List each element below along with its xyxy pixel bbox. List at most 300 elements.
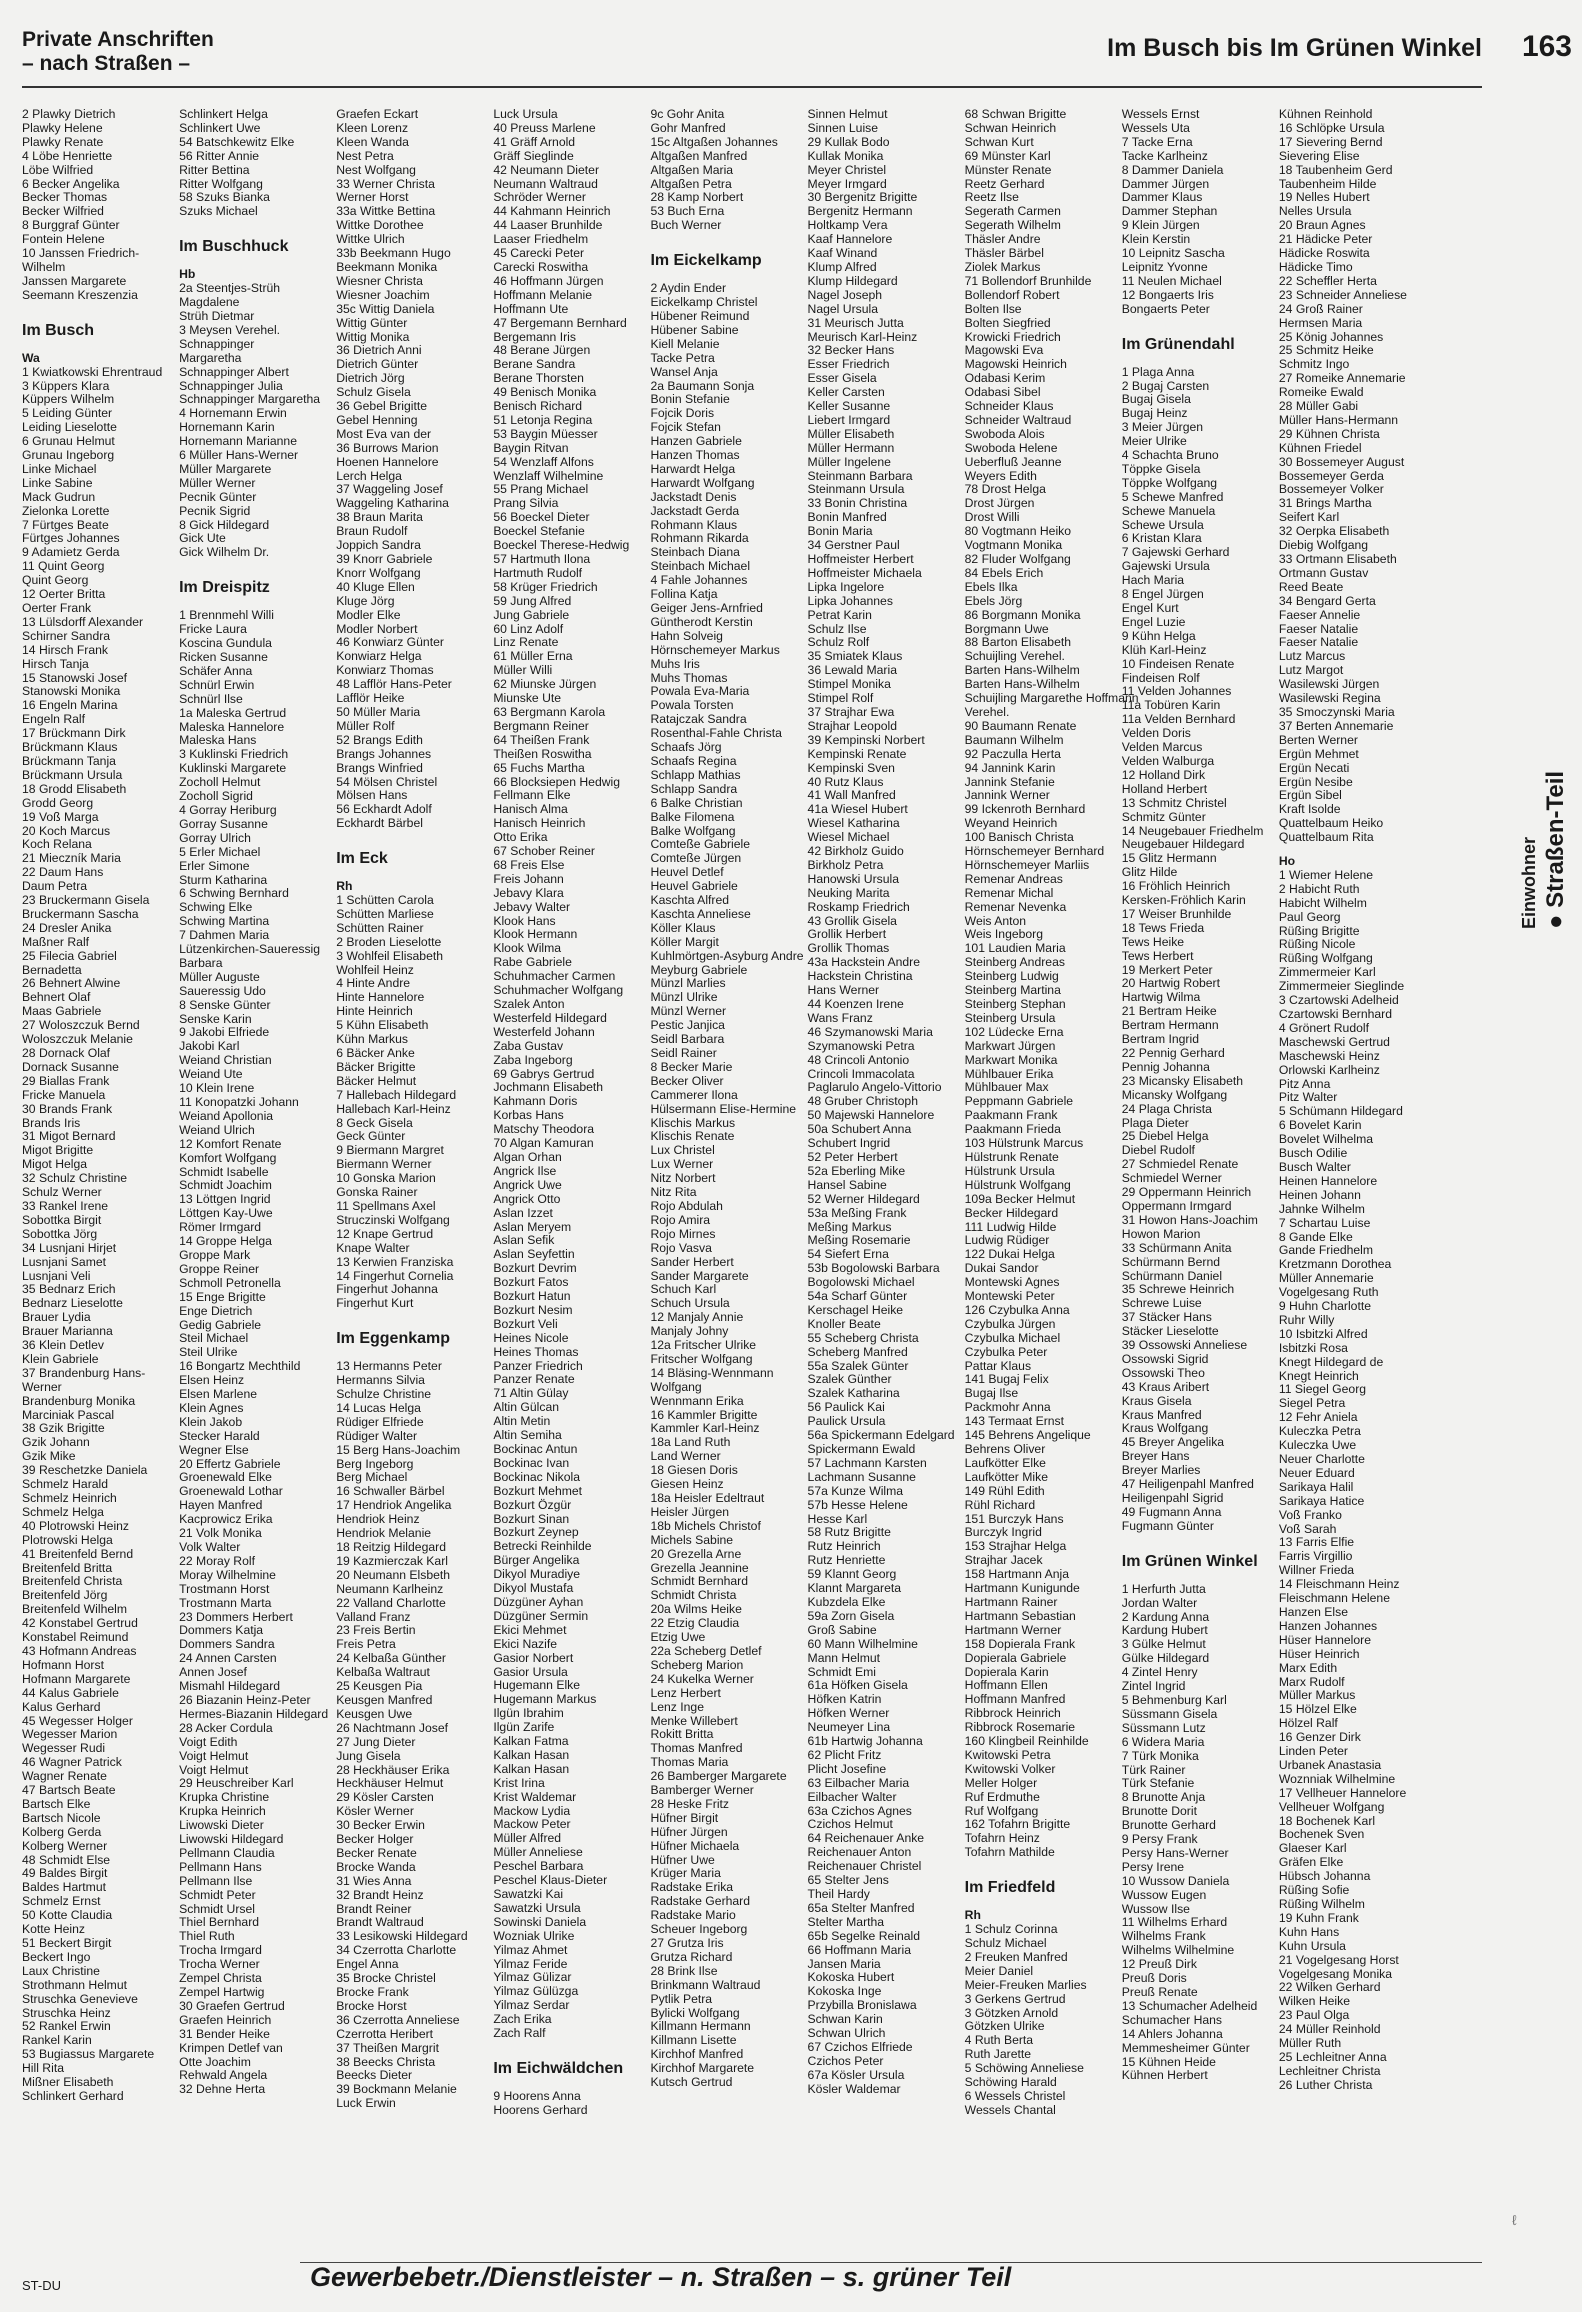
resident-entry: Gorray Susanne [179, 816, 268, 831]
resident-entry: Wilhelms Frank [1121, 1929, 1206, 1944]
resident-entry: Gonska Rainer [336, 1185, 418, 1200]
resident-entry: Kalkan Hasan [493, 1747, 570, 1762]
resident-entry: Rokitt Britta [650, 1727, 714, 1742]
resident-entry: Luck Ursula [493, 107, 558, 121]
resident-entry: 9 Biermann Margret [336, 1143, 444, 1158]
resident-entry: Kokoska Inge [807, 1984, 882, 1999]
resident-entry: 29 Biallas Frank [22, 1073, 110, 1088]
resident-entry: Mißner Elisabeth [22, 2075, 114, 2090]
resident-entry: 44 Koenzen Irene [807, 997, 904, 1011]
resident-entry: Thomas Maria [650, 1755, 729, 1770]
resident-entry: Wessels Chantal [964, 2102, 1056, 2117]
resident-entry: 24 Plaga Christa [1121, 1101, 1212, 1116]
resident-entry: 15 Hölzel Elke [1278, 1702, 1357, 1717]
resident-entry: 33 Ortmann Elisabeth [1278, 552, 1397, 566]
resident-entry: 35 Smiatek Klaus [807, 649, 903, 664]
resident-entry: Hartmann Werner [964, 1622, 1062, 1637]
resident-entry: Breyer Marlies [1121, 1463, 1201, 1478]
resident-entry: Linke Sabine [22, 475, 93, 490]
resident-entry: Ebels Ilka [964, 579, 1018, 594]
resident-entry: Rohmann Klaus [650, 517, 738, 532]
resident-entry: 57 Hartmuth Ilona [493, 552, 591, 566]
resident-entry: Wohlfeil Heinz [336, 962, 414, 977]
resident-entry: Schwing Elke [179, 900, 253, 915]
resident-entry: Rojo Amira [650, 1212, 711, 1227]
resident-entry: Faeser Annelie [1278, 607, 1361, 622]
resident-entry: 18a Heisler Edeltraut [650, 1491, 765, 1505]
resident-entry: 19 Voß Marga [22, 809, 99, 824]
resident-entry: 16 Kammler Brigitte [650, 1407, 758, 1422]
resident-entry: 54 Siefert Erna [807, 1247, 889, 1262]
resident-entry: Schmitz Günter [1121, 809, 1206, 824]
resident-entry: 8 Becker Marie [650, 1059, 733, 1074]
resident-entry: Kraft Isolde [1278, 802, 1341, 817]
resident-entry: Wiesel Michael [807, 830, 890, 845]
resident-entry: Ziolek Markus [964, 259, 1041, 274]
resident-entry: Esser Gisela [807, 371, 877, 386]
resident-entry: Hülstrunk Ursula [964, 1163, 1055, 1178]
resident-entry: Schuhmacher Wolfgang [493, 983, 624, 998]
resident-entry: Bartsch Elke [22, 1796, 91, 1811]
resident-entry: Theil Hardy [807, 1887, 870, 1901]
resident-entry: 45 Carecki Peter [493, 246, 585, 261]
resident-entry: Hörnschemeyer Marliis [964, 857, 1090, 872]
resident-entry: Ilgün Zarife [493, 1720, 555, 1735]
resident-entry: 12 Preuß Dirk [1121, 1957, 1197, 1972]
resident-entry: Kokoska Hubert [807, 1970, 895, 1985]
resident-entry: 15 Kühnen Heide [1121, 2054, 1216, 2069]
resident-entry: 36 Lewald Maria [807, 663, 897, 678]
resident-entry: Mackow Lydia [493, 1803, 571, 1818]
resident-entry: Schütten Marliese [336, 906, 434, 921]
resident-entry: 6 Schwing Bernhard [179, 886, 289, 901]
resident-entry: Türk Rainer [1121, 1762, 1186, 1777]
resident-entry: Wansel Anja [650, 364, 718, 379]
street-heading: Im Eickelkamp [650, 252, 762, 270]
resident-entry: 47 Heiligenpahl Manfred [1121, 1477, 1254, 1492]
resident-entry: Rüdiger Elfriede [336, 1414, 424, 1429]
resident-entry: Sander Herbert [650, 1254, 734, 1269]
resident-entry: 32 Schulz Christine [22, 1171, 127, 1186]
resident-entry: 15 Glitz Hermann [1121, 851, 1217, 866]
resident-entry: Ritter Bettina [179, 162, 250, 177]
resident-entry: Brands Iris [22, 1115, 81, 1130]
resident-entry: Szalek Anton [493, 997, 565, 1011]
resident-entry: 18 Giesen Doris [650, 1463, 738, 1478]
resident-entry: Scheberg Marion [650, 1657, 744, 1672]
resident-entry: 8 Burggraf Günter [22, 218, 120, 233]
resident-entry: Lutz Margot [1278, 663, 1344, 678]
resident-entry: Brückmann Klaus [22, 740, 118, 755]
resident-entry: Strüh Dietmar [179, 308, 255, 323]
resident-entry: Ruf Wolfgang [964, 1803, 1039, 1818]
resident-entry: 33 Bonin Christina [807, 496, 908, 511]
resident-entry: Harwardt Wolfgang [650, 475, 755, 490]
resident-entry: Radstake Erika [650, 1880, 734, 1895]
resident-entry: Schubert Ingrid [807, 1136, 891, 1151]
resident-entry: Jakobi Karl [179, 1039, 240, 1054]
resident-entry: Beckert Ingo [22, 1949, 91, 1964]
resident-entry: 36 Burrows Marion [336, 440, 439, 455]
resident-entry: Becker Holger [336, 1832, 414, 1847]
resident-entry: Waggeling Katharina [336, 496, 449, 511]
resident-entry: Sarikaya Hatice [1278, 1493, 1365, 1508]
resident-entry: 1 Schütten Carola [336, 893, 434, 908]
resident-entry: Schmitz Ingo [1278, 357, 1350, 372]
resident-entry: 49 Baldes Birgit [22, 1866, 108, 1881]
resident-entry: Hoffmeister Michaela [807, 565, 922, 580]
resident-entry: Schaafs Jörg [650, 740, 722, 755]
directory-column [22, 108, 165, 2248]
resident-entry: 9 Klein Jürgen [1121, 218, 1200, 233]
resident-entry: Mackow Peter [493, 1817, 571, 1832]
resident-entry: 14 Fingerhut Cornelia [336, 1268, 454, 1283]
resident-entry: Schulz Rolf [807, 635, 870, 650]
resident-entry: Groenewald Elke [179, 1470, 272, 1485]
resident-entry: Weiand Apollonia [179, 1108, 274, 1123]
resident-entry: Jansen Maria [807, 1956, 881, 1971]
resident-entry: Angrick Otto [493, 1191, 561, 1206]
resident-entry: 28 Dornack Olaf [22, 1046, 111, 1060]
resident-entry: 22 Etzig Claudia [650, 1616, 740, 1631]
resident-entry: 27 Woloszczuk Bernd [22, 1018, 140, 1033]
resident-entry: Tews Herbert [1121, 948, 1194, 963]
resident-entry: Segerath Carmen [964, 204, 1061, 219]
resident-entry: Hendriok Melanie [336, 1526, 432, 1541]
resident-entry: 53b Bogolowski Barbara [807, 1261, 940, 1276]
resident-entry: 2a Baumann Sonja [650, 378, 755, 393]
resident-entry: Rüßing Wolfgang [1278, 951, 1373, 966]
resident-entry: Bockinac Nikola [493, 1469, 581, 1484]
resident-entry: Hartmann Kunigunde [964, 1581, 1080, 1596]
resident-entry: Grutza Richard [650, 1949, 733, 1964]
resident-entry: 15 Stanowski Josef [22, 670, 128, 685]
resident-entry: Grollik Thomas [807, 941, 890, 956]
resident-entry: 10 Wussow Daniela [1121, 1873, 1230, 1888]
resident-entry: Mühlbauer Erika [964, 1066, 1054, 1081]
resident-entry: 24 Müller Reinhold [1278, 2022, 1381, 2037]
resident-entry: 19 Kuhn Frank [1278, 1910, 1359, 1925]
resident-entry: Brandt Waltraud [336, 1915, 424, 1930]
resident-entry: 2 Broden Lieselotte [336, 934, 442, 949]
resident-entry: 3 Kuklinski Friedrich [179, 747, 289, 762]
resident-entry: Paglarulo Angelo-Vittorio [807, 1080, 942, 1095]
resident-entry: 23 Schneider Anneliese [1278, 287, 1407, 302]
resident-entry: Gzik Johann [22, 1435, 90, 1450]
resident-entry: Holland Herbert [1121, 781, 1208, 796]
resident-entry: 18 Bochenek Karl [1278, 1813, 1376, 1828]
resident-entry: Freis Petra [336, 1637, 396, 1652]
resident-entry: Maleska Hans [179, 733, 257, 748]
resident-entry: Becker Hildegard [964, 1205, 1059, 1220]
resident-entry: Engel Kurt [1121, 601, 1179, 615]
resident-entry: Fingerhut Kurt [336, 1296, 414, 1311]
resident-entry: 6 Müller Hans-Werner [179, 448, 299, 463]
resident-entry: Kolberg Werner [22, 1838, 108, 1853]
resident-entry: Bozkurt Veli [493, 1316, 558, 1331]
resident-entry: Baldes Hartmut [22, 1880, 106, 1895]
street-heading: Im Dreispitz [179, 579, 270, 597]
resident-entry: Hesse Karl [807, 1511, 868, 1526]
resident-entry: Engeln Ralf [22, 712, 86, 727]
resident-entry: Yilmaz Serdar [493, 1998, 570, 2013]
resident-entry: Seemann Kreszenzia [22, 287, 138, 302]
directory-column [807, 107, 955, 2248]
resident-entry: Angrick Ilse [493, 1163, 557, 1178]
resident-entry: Heines Nicole [493, 1330, 569, 1345]
resident-entry: Balke Filomena [650, 809, 735, 824]
resident-entry: 20 Neumann Elsbeth [336, 1567, 451, 1582]
resident-entry: Tofahrn Mathilde [964, 1845, 1055, 1860]
resident-entry: Bergemann Iris [493, 329, 576, 344]
resident-entry: Nagel Joseph [807, 287, 883, 302]
resident-entry: 21 Hädicke Peter [1278, 232, 1373, 247]
resident-entry: 29 Heuschreiber Karl [179, 1776, 294, 1791]
resident-entry: 13 Schmitz Christel [1121, 795, 1227, 810]
resident-entry: 8 Engel Jürgen [1121, 587, 1204, 602]
resident-entry: Steinberg Ludwig [964, 969, 1059, 984]
resident-entry: Marciniak Pascal [22, 1407, 115, 1422]
resident-entry: Drost Willi [964, 510, 1020, 525]
directory-column [1279, 108, 1422, 2248]
resident-entry: Nelles Ursula [1278, 204, 1352, 219]
resident-entry: Bozkurt Fatos [493, 1275, 569, 1290]
resident-entry: 32 Becker Hans [807, 343, 895, 358]
resident-entry: Breyer Hans [1121, 1449, 1190, 1464]
resident-entry: Bernadetta [22, 962, 82, 977]
resident-entry: Becker Oliver [650, 1073, 724, 1088]
resident-entry: Wasilewski Regina [1278, 691, 1381, 706]
resident-entry: Reetz Ilse [964, 190, 1019, 205]
resident-entry: Ergün Mehmet [1278, 746, 1359, 761]
resident-entry: Bogolowski Michael [807, 1275, 915, 1290]
resident-entry: Klannt Margareta [807, 1581, 902, 1596]
resident-entry: 71 Bollendorf Brunhilde [964, 273, 1092, 288]
resident-entry: Woloszczuk Melanie [22, 1032, 133, 1047]
resident-entry: Kalkan Hasan [493, 1761, 570, 1776]
resident-entry: Hanzen Johannes [1278, 1618, 1378, 1633]
resident-entry: 162 Tofahrn Brigitte [964, 1817, 1071, 1832]
resident-entry: Hirsch Tanja [22, 656, 89, 671]
resident-entry: Dommers Sandra [179, 1637, 275, 1652]
resident-entry: Hermanns Silvia [336, 1373, 425, 1388]
resident-entry: 27 Grutza Iris [650, 1936, 724, 1950]
resident-entry: Lenz Inge [650, 1699, 704, 1714]
resident-entry: Hach Maria [1121, 573, 1185, 588]
resident-entry: Brunotte Dorit [1121, 1804, 1197, 1819]
resident-entry: Fellmann Elke [493, 788, 571, 803]
resident-entry: Engel Luzie [1121, 614, 1186, 629]
resident-entry: Keusgen Manfred [336, 1692, 433, 1707]
resident-entry: Konwiarz Thomas [336, 663, 434, 678]
resident-entry: 27 Jung Dieter [336, 1734, 416, 1749]
resident-entry: Steinberg Ursula [964, 1010, 1056, 1025]
resident-entry: Schnappinger Julia [179, 378, 283, 393]
resident-entry: Vogelgesang Monika [1278, 1966, 1393, 1981]
resident-entry: Eickelkamp Christel [650, 295, 758, 310]
resident-entry: 14 Neugebauer Friedhelm [1121, 823, 1264, 838]
resident-entry: Hinte Heinrich [336, 1004, 413, 1019]
resident-entry: 42 Konstabel Gertrud [22, 1616, 138, 1631]
resident-entry: Dopierala Karin [964, 1664, 1049, 1679]
resident-entry: Mann Helmut [807, 1650, 881, 1665]
resident-entry: 141 Bugaj Felix [964, 1372, 1049, 1387]
resident-entry: Brocke Frank [336, 1985, 409, 1999]
resident-entry: Geck Günter [336, 1129, 406, 1144]
resident-entry: 56 Eckhardt Adolf [336, 802, 432, 817]
resident-entry: 22a Scheberg Detlef [650, 1643, 762, 1658]
resident-entry: Kraus Manfred [1121, 1407, 1202, 1422]
resident-entry: Barten Hans-Wilhelm [964, 663, 1080, 678]
resident-entry: 24 Annen Carsten [179, 1651, 277, 1666]
resident-entry: Oppermann Irmgard [1121, 1198, 1232, 1213]
resident-entry: Lechleitner Christa [1278, 2063, 1381, 2078]
resident-entry: 32 Dehne Herta [179, 2082, 266, 2097]
resident-entry: Müller Elisabeth [807, 426, 895, 441]
resident-entry: Glitz Hilde [1121, 865, 1178, 880]
resident-entry: 56 Boeckel Dieter [493, 510, 590, 525]
resident-entry: Klump Alfred [807, 259, 877, 274]
resident-entry: 63 Eilbacher Maria [807, 1775, 910, 1790]
resident-entry: Linden Peter [1278, 1744, 1348, 1759]
resident-entry: Kuhn Hans [1278, 1924, 1340, 1939]
resident-entry: 36 Czerrotta Anneliese [336, 2012, 460, 2027]
resident-entry: 4 Grönert Rudolf [1278, 1020, 1369, 1035]
resident-entry: Czichos Peter [807, 2053, 884, 2068]
resident-entry: 14 Lucas Helga [336, 1400, 421, 1415]
resident-entry: Eilbacher Walter [807, 1789, 897, 1804]
resident-entry: Hübener Sabine [650, 322, 739, 337]
resident-entry: Wussow Ilse [1121, 1901, 1190, 1916]
resident-entry: 35c Wittig Daniela [336, 301, 435, 316]
resident-entry: 80 Vogtmann Heiko [964, 524, 1072, 539]
resident-entry: Heines Thomas [493, 1344, 579, 1359]
resident-entry: Hübsch Johanna [1278, 1869, 1371, 1884]
resident-entry: 67 Czichos Elfriede [807, 2039, 913, 2054]
resident-entry: Erler Simone [179, 858, 250, 873]
resident-entry: Muhs Iris [650, 656, 700, 671]
resident-entry: Ratajczak Sandra [650, 712, 747, 727]
resident-entry: Stimpel Monika [807, 677, 891, 692]
resident-entry: Schuch Karl [650, 1282, 717, 1297]
resident-entry: 29 Oppermann Heinrich [1121, 1185, 1252, 1200]
page-number: 163 [1521, 30, 1572, 63]
resident-entry: Pitz Walter [1278, 1090, 1338, 1105]
resident-entry: Kahmann Doris [493, 1094, 578, 1109]
resident-entry: 26 Nachtmann Josef [336, 1720, 449, 1735]
street-heading: Im Buschhuck [179, 238, 289, 256]
resident-entry: 17 Brückmann Dirk [22, 726, 126, 741]
resident-entry: 61 Müller Erna [493, 649, 573, 664]
resident-entry: Neuking Marita [807, 885, 890, 900]
resident-entry: Schirner Sandra [22, 628, 111, 643]
resident-entry: Plaga Dieter [1121, 1115, 1189, 1130]
resident-entry: Schulz Ilse [807, 621, 867, 636]
resident-entry: 30 Bergenitz Brigitte [807, 190, 918, 205]
resident-entry: Ossowski Sigrid [1121, 1351, 1209, 1366]
resident-entry: Powala Torsten [650, 698, 734, 713]
resident-entry: Fricke Laura [179, 622, 247, 637]
resident-entry: Yilmaz Gülizar [493, 1970, 572, 1985]
resident-entry: Zaba Ingeborg [493, 1052, 573, 1067]
resident-entry: Zach Erika [493, 2012, 552, 2027]
resident-entry: Klein Kerstin [1121, 232, 1191, 247]
resident-entry: Hoffmann Melanie [493, 287, 593, 302]
resident-entry: 48 Berane Jürgen [493, 343, 591, 358]
resident-entry: 44 Kalus Gabriele [22, 1685, 119, 1700]
resident-entry: 66 Hoffmann Maria [807, 1942, 911, 1957]
resident-entry: Elsen Marlene [179, 1387, 258, 1402]
resident-entry: Breitenfeld Britta [22, 1560, 113, 1575]
resident-entry: 40 Plotrowski Heinz [22, 1518, 130, 1533]
resident-entry: 18a Land Ruth [650, 1435, 731, 1450]
resident-entry: Weiand Ulrich [179, 1122, 255, 1137]
resident-entry: 44 Laaser Brunhilde [493, 218, 603, 233]
resident-entry: 10 Leipnitz Sascha [1121, 246, 1225, 261]
resident-entry: Götzken Ulrike [964, 2019, 1045, 2034]
resident-entry: Radstake Mario [650, 1908, 736, 1923]
resident-entry: Römer Irmgard [179, 1220, 262, 1235]
resident-entry: Ribbrock Heinrich [964, 1706, 1061, 1721]
resident-entry: Angrick Uwe [493, 1177, 562, 1192]
resident-entry: Becker Wilfried [22, 204, 104, 219]
resident-entry: Luck Erwin [336, 2096, 396, 2111]
resident-entry: Preuß Doris [1121, 1971, 1187, 1986]
resident-entry: Türk Stefanie [1121, 1776, 1195, 1791]
side-label-top: Einwohner [1519, 837, 1539, 930]
resident-entry: 86 Borgmann Monika [964, 607, 1081, 622]
resident-entry: 20 Koch Marcus [22, 823, 111, 838]
resident-entry: Knegt Hildegard de [1278, 1354, 1384, 1369]
resident-entry: Wenzlaff Wilhelmine [493, 468, 604, 483]
resident-entry: 35 Bednarz Erich [22, 1282, 116, 1297]
resident-entry: 48 Lafflör Hans-Peter [336, 677, 452, 692]
resident-entry: Meyer Irmgard [807, 176, 887, 191]
resident-entry: 109a Becker Helmut [964, 1191, 1076, 1206]
resident-entry: Gajewski Ursula [1121, 559, 1210, 574]
resident-entry: Liwowski Dieter [179, 1818, 264, 1833]
resident-entry: Steinberg Andreas [964, 955, 1065, 970]
resident-entry: Bozkurt Zeynep [493, 1525, 579, 1540]
resident-entry: Enge Dietrich [179, 1303, 253, 1318]
resident-entry: Neugebauer Hildegard [1121, 837, 1245, 852]
resident-entry: Behrens Oliver [964, 1442, 1046, 1456]
resident-entry: Ossowski Theo [1121, 1365, 1205, 1380]
resident-entry: Kuhn Ursula [1278, 1938, 1346, 1953]
resident-entry: 4 Löbe Henriette [22, 148, 113, 163]
resident-entry: Weiand Christian [179, 1053, 272, 1068]
resident-entry: 6 Becker Angelika [22, 176, 120, 191]
resident-entry: Szymanowski Petra [807, 1038, 915, 1053]
resident-entry: Sarikaya Halil [1278, 1479, 1354, 1494]
resident-entry: Barten Hans-Wilhelm [964, 677, 1080, 692]
resident-entry: 3 Meysen Verehel. [179, 322, 281, 337]
resident-entry: Bozkurt Sinan [493, 1511, 570, 1526]
resident-entry: 69 Gabrys Gertrud [493, 1066, 595, 1081]
resident-entry: Schmidt Christa [650, 1588, 737, 1603]
resident-entry: 40 Preuss Marlene [493, 120, 596, 135]
resident-entry: 40 Kluge Ellen [336, 579, 415, 594]
resident-entry: Meller Holger [964, 1775, 1038, 1790]
resident-entry: 3 Gülke Helmut [1121, 1637, 1206, 1652]
resident-entry: Hanowski Ursula [807, 871, 899, 886]
resident-entry: Ekici Nazife [493, 1636, 557, 1651]
resident-entry: Berten Werner [1278, 732, 1358, 747]
resident-entry: Voß Sarah [1278, 1521, 1337, 1536]
resident-entry: 122 Dukai Helga [964, 1247, 1055, 1262]
resident-entry: Leiding Lieselotte [22, 420, 117, 435]
resident-entry: Schmelz Heinrich [22, 1491, 117, 1505]
